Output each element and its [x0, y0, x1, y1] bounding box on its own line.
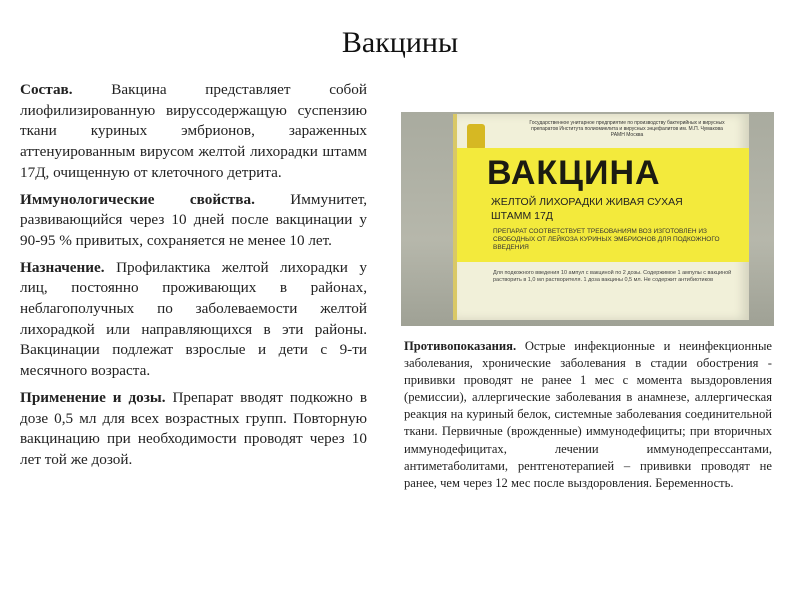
section-heading: Иммунологические свойства.: [20, 190, 255, 208]
box-strain: ШТАММ 17Д: [491, 210, 553, 222]
box-subtitle: ЖЕЛТОЙ ЛИХОРАДКИ ЖИВАЯ СУХАЯ: [491, 196, 683, 208]
section-text: Профилактика желтой лихорадки у лиц, постоянно проживающих в районах, неблагополучных по заболеваемости желтой лихорадкой или направляющихся в эти районы. Вакцинации подлежат взрослые и дети с 9-ти месячного возраста.: [20, 258, 367, 380]
vaccine-box-photo: [401, 112, 774, 326]
section-heading: Назначение.: [20, 258, 105, 276]
box-who-text: ПРЕПАРАТ СООТВЕТСТВУЕТ ТРЕБОВАНИЯМ ВОЗ ИЗГОТОВЛЕН ИЗ СВОБОДНЫХ ОТ ЛЕЙКОЗА КУРИНЫХ ЭМБРИОНОВ ДЛЯ ПОДКОЖНОГО ВВЕДЕНИЯ: [493, 228, 720, 251]
section-text: Препарат вводят подкожно в дозе 0,5 мл для всех возрастных групп. Повторную вакцинацию при необходимости проводят через 10 лет той же дозой.: [20, 388, 367, 468]
box-title: ВАКЦИНА: [487, 154, 661, 192]
section-immunology: [20, 190, 367, 252]
box-manufacturer-text: Государственное унитарное предприятие по производству бактерийных и вирусных препаратов Института полиомиелита и вирусных энцефалитов им. М.П. Чумакова РАМН Москва: [529, 120, 725, 138]
description-column: [20, 80, 367, 477]
contraindications-text: Острые инфекционные и неинфекционные заболевания, хронические заболевания в стадии обострения - прививки проводят не ранее 1 мес с момента выздоровления (ремиссии), аллергические заболевания в анамнезе, аллергическая реакция на куриный белок, системные заболевания соединительной ткани. Первичные (врожденные) иммунодефициты; при вторичных иммунодефицитах, лечении иммунодепрессантами, антиметаболитами, рентгенотерапией – прививки проводят не ранее, чем через 12 мес после выздоровления. Беременность.: [404, 339, 772, 490]
box-dosage-text: Для подкожного введения 10 ампул с вакциной по 2 дозы. Содержимое 1 ампулы с вакциной растворить в 1,0 мл растворителя. 1 доза вакцины 0,5 мл. Не содержит антибиотиков: [493, 270, 732, 283]
contraindications-heading: Противопоказания.: [404, 339, 517, 353]
manufacturer-logo: [467, 124, 485, 150]
section-text: Иммунитет, развивающийся через 10 дней после вакцинации у 90-95 % привитых, сохраняется не менее 10 лет.: [20, 190, 367, 249]
vaccine-box: [453, 114, 749, 320]
section-heading: Применение и дозы.: [20, 388, 166, 406]
section-text: Вакцина представляет собой лиофилизированную вируссодержащую суспензию ткани куриных эмбрионов, зараженных аттенуированным вирусом желтой лихорадки штамм 17Д, очищенную от клеточного детрита.: [20, 81, 367, 181]
section-heading: Состав.: [20, 81, 73, 98]
section-dosage: [20, 388, 367, 471]
section-composition: [20, 80, 367, 184]
contraindications-block: [404, 338, 772, 492]
section-purpose: [20, 258, 367, 382]
slide-title: Вакцины: [341, 26, 459, 59]
